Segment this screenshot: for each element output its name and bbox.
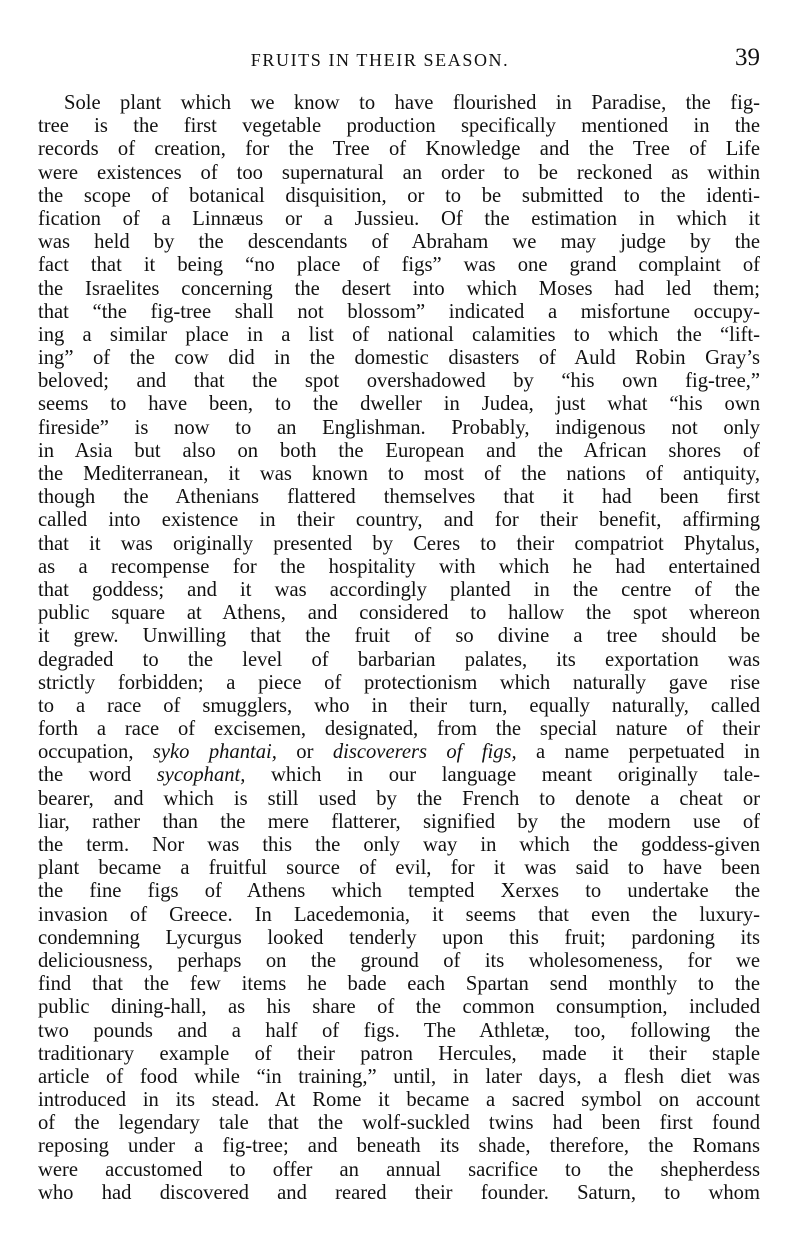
text-line: though the Athenians flattered themselves that it had been first [38,486,760,509]
text-line: introduced in its stead. At Rome it became a sacred symbol on account [38,1089,760,1112]
text-line: public dining-hall, as his share of the common consumption, included [38,996,760,1019]
text-line [38,764,760,787]
text-line: fact that it being “no place of figs” was one grand complaint of [38,254,760,277]
running-title: FRUITS IN THEIR SEASON. [250,50,510,70]
text-line: the Mediterranean, it was known to most of the nations of antiquity, [38,463,760,485]
italic-text-span: syko phantai, [152,741,277,764]
text-line: it grew. Unwilling that the fruit of so divine a tree should be [38,625,760,648]
italic-text-span: sycophant, [156,764,246,787]
text-line: plant became a fruitful source of evil, for it was said to have been [38,857,760,880]
text-line: was held by the descendants of Abraham we may judge by the [38,231,760,254]
text-span: the word [38,764,157,787]
text-line: as a recompense for the hospitality with which he had entertained [38,555,760,578]
text-line: tree is the first vegetable production specifically mentioned in the [38,115,760,138]
text-line: traditionary example of their patron Hercules, made it their staple [38,1042,760,1065]
text-line: bearer, and which is still used by the French to denote a cheat or [38,787,760,810]
text-line: fireside” is now to an Englishman. Probably, indigenous not only [38,416,760,439]
text-span: or [276,741,333,764]
text-line: the fine figs of Athens which tempted Xerxes to undertake the [38,880,760,903]
text-line: that “the fig-tree shall not blossom” indicated a misfortune occupy- [38,300,760,323]
text-line: that goddess; and it was accordingly planted in the centre of the [38,578,760,601]
text-line: the term. Nor was this the only way in which the goddess-given [38,834,760,856]
running-header [0,44,799,74]
text-line: invasion of Greece. In Lacedemonia, it seems that even the luxury- [38,903,760,926]
text-line: public square at Athens, and considered to hallow the spot whereon [38,602,760,625]
text-line: ing” of the cow did in the domestic disasters of Auld Robin Gray’s [38,347,760,370]
text-line: the scope of botanical disquisition, or to be submitted to the identi- [38,184,760,207]
text-line: the Israelites concerning the desert into which Moses had led them; [38,277,760,300]
italic-text-span: discoverers of figs, [332,741,517,764]
text-line: who had discovered and reared their founder. Saturn, to whom [38,1181,760,1204]
text-line: in Asia but also on both the European and the African shores of [38,439,760,462]
text-span: occupation, [38,741,153,764]
body-paragraph [38,92,760,1205]
text-line: find that the few items he bade each Spartan send monthly to the [38,973,760,996]
text-line: degraded to the level of barbarian palates, its exportation was [38,648,760,671]
text-line: Sole plant which we know to have flourished in Paradise, the fig- [64,92,760,114]
text-line: strictly forbidden; a piece of protectionism which naturally gave rise [38,671,760,694]
text-line: that it was originally presented by Ceres to their compatriot Phytalus, [38,532,760,555]
text-line: records of creation, for the Tree of Knowledge and the Tree of Life [38,138,760,161]
text-span: which in our language meant originally tale- [245,764,760,787]
text-line: ing a similar place in a list of national calamities to which the “lift- [38,323,760,346]
text-line: were existences of too supernatural an order to be reckoned as within [38,161,760,184]
text-line: reposing under a fig-tree; and beneath its shade, therefore, the Romans [38,1135,760,1158]
text-line: called into existence in their country, and for their benefit, affirming [38,509,760,532]
text-line: seems to have been, to the dweller in Judea, just what “his own [38,393,760,416]
text-line [38,741,760,764]
text-line: of the legendary tale that the wolf-suckled twins had been first found [38,1112,760,1135]
text-line: beloved; and that the spot overshadowed by “his own fig-tree,” [38,370,760,393]
text-line: two pounds and a half of figs. The Athletæ, too, following the [38,1019,760,1042]
page-number: 39 [735,44,760,71]
text-line: deliciousness, perhaps on the ground of its wholesomeness, for we [38,949,760,972]
text-line: to a race of smugglers, who in their turn, equally naturally, called [38,694,760,717]
text-line: fication of a Linnæus or a Jussieu. Of the estimation in which it [38,207,760,230]
text-line: condemning Lycurgus looked tenderly upon this fruit; pardoning its [38,926,760,949]
text-line: liar, rather than the mere flatterer, signified by the modern use of [38,810,760,833]
text-line: were accustomed to offer an annual sacrifice to the shepherdess [38,1158,760,1181]
text-line: article of food while “in training,” until, in later days, a flesh diet was [38,1065,760,1088]
text-line: forth a race of excisemen, designated, from the special nature of their [38,718,760,741]
text-span: a name perpetuated in [516,741,760,764]
